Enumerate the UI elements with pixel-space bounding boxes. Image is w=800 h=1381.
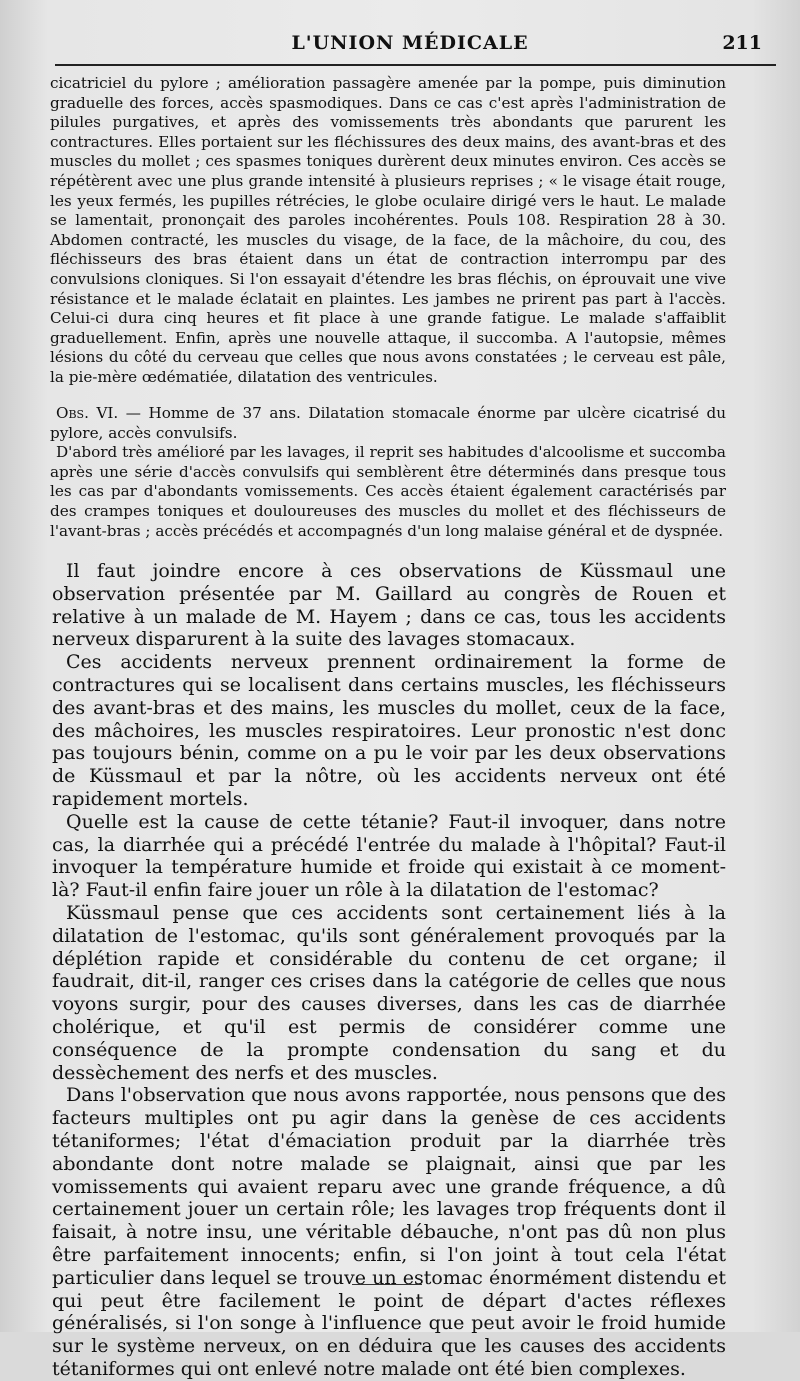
header-rule (55, 64, 776, 66)
paragraph: Quelle est la cause de cette tétanie? Faut-il invoquer, dans notre cas, la diarrhée qui a précédé l'entrée du malade à l'hôpital? Faut-il invoquer la température humide et froide qui existait à ce moment-là? Faut-il enfin faire jouer un rôle à la dilatation de l'estomac? (52, 810, 726, 902)
footer-rule (352, 1284, 422, 1285)
paragraph: Ces accidents nerveux prennent ordinairement la forme de contractures qui se localisent dans certains muscles, les fléchisseurs des avant-bras et des mains, les muscles du mollet, ceux de la face, des mâchoires, les muscles respiratoires. Leur pronostic n'est donc pas toujours bénin, comme on a pu le voir par les deux observations de Küssmaul et par la nôtre, où les accidents nerveux ont été rapidement mortels. (52, 651, 726, 810)
observation-continuation (50, 74, 726, 388)
observation-vi (50, 404, 726, 541)
page-number: 211 (722, 32, 762, 54)
paragraph: Il faut joindre encore à ces observations de Küssmaul une observation présentée par M. Gaillard au congrès de Rouen et relative à un malade de M. Hayem ; dans ce cas, tous les accidents nerveux disparurent à la suite des lavages stomacaux. (52, 560, 726, 651)
observation-label: Obs. VI. (56, 404, 119, 422)
main-text (52, 560, 726, 1381)
running-title: L'UNION MÉDICALE (291, 32, 529, 54)
observation-text: cicatriciel du pylore ; amélioration passagère amenée par la pompe, puis diminution graduelle des forces, accès spasmodiques. Dans ce cas c'est après l'administration de pilules purgatives, et après des vomissements très abondants que parurent les contractures. Elles portaient sur les fléchissures des deux mains, des avant-bras et des muscles du mollet ; ces spasmes toniques durèrent deux minutes environ. Ces accès se répétèrent avec une plus grande intensité à plusieurs reprises ; « le visage était rouge, les yeux fermés, les pupilles rétrécies, le globe oculaire dirigé vers le haut. Le malade se lamentait, prononçait des paroles incohérentes. Pouls 108. Respiration 28 à 30. Abdomen contracté, les muscles du visage, de la face, de la mâchoire, du cou, des fléchisseurs des bras étaient dans un état de contraction interrompu par des convulsions cloniques. Si l'on essayait d'étendre les bras fléchis, on éprouvait une vive résistance et le malade éclatait en plaintes. Les jambes ne prirent pas part à l'accès. Celui-ci dura cinq heures et fit place à une grande fatigue. Le malade s'affaiblit graduellement. Enfin, après une nouvelle attaque, il succomba. A l'autopsie, mêmes lésions du côté du cerveau que celles que nous avons constatées ; le cerveau est pâle, la pie-mère œdématiée, dilatation des ventricules. (50, 74, 726, 386)
page-header (50, 28, 770, 58)
observation-body: D'abord très amélioré par les lavages, il reprit ses habitudes d'alcoolisme et succomba après une série d'accès convulsifs qui semblèrent être déterminés dans presque tous les cas par d'abondants vomissements. Ces accès étaient également caractérisés par des crampes toniques et douloureuses des muscles du mollet et des fléchisseurs de l'avant-bras ; accès précédés et accompagnés d'un long malaise général et de dyspnée. (50, 443, 726, 540)
paragraph: Küssmaul pense que ces accidents sont certainement liés à la dilatation de l'estomac, qu'ils sont généralement provoqués par la déplétion rapide et considérable du contenu de cet organe; il faudrait, dit-il, ranger ces crises dans la catégorie de celles que nous voyons surgir, pour des causes diverses, dans les cas de diarrhée cholérique, et qu'il est permis de considérer comme une conséquence de la prompte condensation du sang et du dessèchement des nerfs et des muscles. (52, 901, 726, 1084)
paragraph: Dans l'observation que nous avons rapportée, nous pensons que des facteurs multiples ont pu agir dans la genèse de ces accidents tétaniformes; l'état d'émaciation produit par la diarrhée très abondante dont notre malade se plaignait, ainsi que par les vomissements qui avaient reparu avec une grande fréquence, a dû certainement jouer un certain rôle; les lavages trop fréquents dont il faisait, à notre insu, une véritable débauche, n'ont pas dû non plus être parfaitement innocents; enfin, si l'on joint à tout cela l'état particulier dans lequel se trouve un estomac énormément distendu et qui peut être facilement le point de départ d'actes réflexes généralisés, si l'on songe à l'influence que peut avoir le froid humide sur le système nerveux, on en déduira que les causes des accidents tétaniformes qui ont enlevé notre malade ont été bien complexes. (52, 1084, 726, 1380)
observation-heading (50, 404, 726, 443)
observation-title: — Homme de 37 ans. Dilatation stomacale énorme par ulcère cicatrisé du pylore, accès convulsifs. (50, 404, 726, 442)
